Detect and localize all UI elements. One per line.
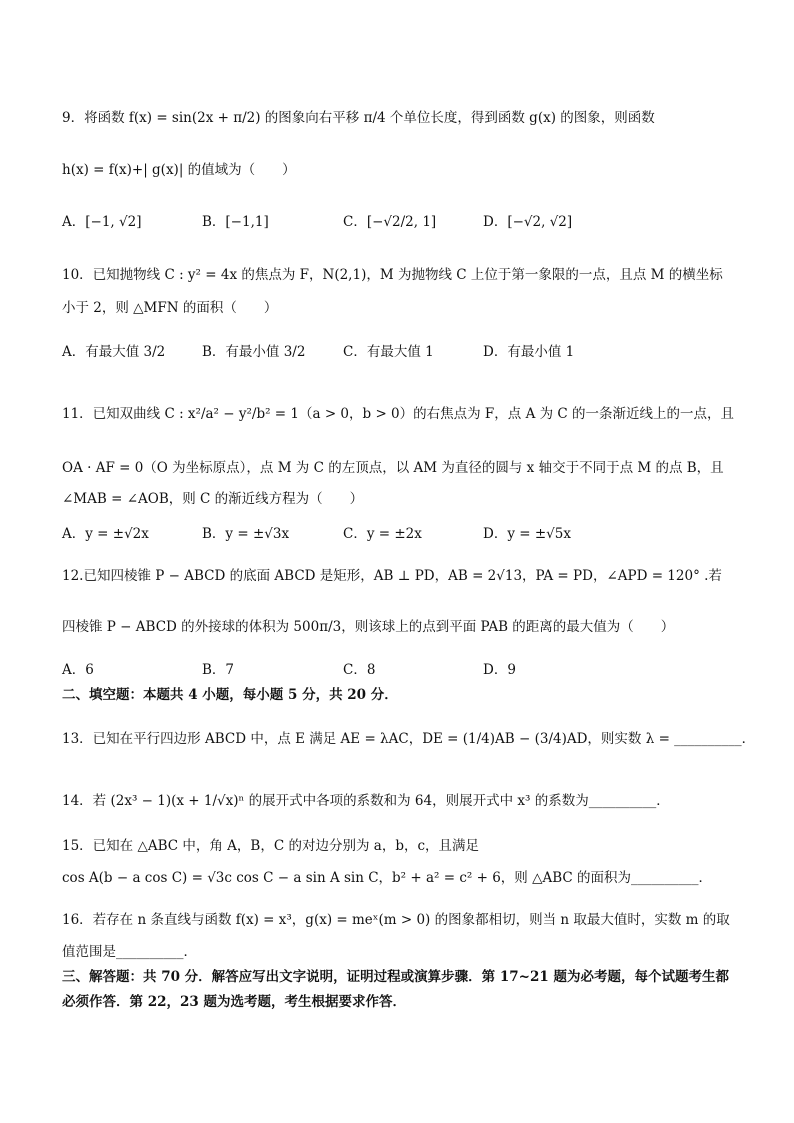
q14-line: 14．若 (2x³ − 1)(x + 1/√x)ⁿ 的展开式中各项的系数和为 64，则展开式中 x³ 的系数为__________．: [62, 793, 670, 809]
q11-line2: OA · AF = 0（O 为坐标原点），点 M 为 C 的左顶点，以 AM 为直径的圆与 x 轴交于不同于点 M 的点 B，且: [62, 460, 724, 476]
q12-line2: 四棱锥 P − ABCD 的外接球的体积为 500π/3，则该球上的点到平面 PAB 的距离的最大值为（ ）: [62, 619, 675, 635]
q15-line1: 15．已知在 △ABC 中，角 A，B，C 的对边分别为 a，b，c，且满足: [62, 838, 480, 854]
section-answer-heading-line2: 必须作答．第 22，23 题为选考题，考生根据要求作答．: [62, 994, 406, 1010]
q10-option-c: C．有最大值 1: [343, 344, 434, 360]
q9-option-a: A．[−1, √2]: [62, 214, 142, 230]
q11-line3: ∠MAB = ∠AOB，则 C 的渐近线方程为（ ）: [62, 491, 364, 507]
q9-line1: 9．将函数 f(x) = sin(2x + π/2) 的图象向右平移 π/4 个单位长度，得到函数 g(x) 的图象，则函数: [62, 110, 655, 126]
q9-option-c: C．[−√2/2, 1]: [343, 214, 437, 230]
q13-line: 13．已知在平行四边形 ABCD 中，点 E 满足 AE = λAC，DE = (1/4)AB − (3/4)AD，则实数 λ = __________．: [62, 731, 756, 747]
q15-line2: cos A(b − a cos C) = √3c cos C − a sin A sin C，b² + a² = c² + 6，则 △ABC 的面积为__________．: [62, 870, 713, 886]
q11-option-a: A．y = ±√2x: [62, 526, 149, 542]
q10-option-a: A．有最大值 3/2: [62, 344, 166, 360]
q11-option-b: B．y = ±√3x: [202, 526, 290, 542]
section-answer-heading-line1: 三、解答题：共 70 分．解答应写出文字说明，证明过程或演算步骤．第 17~21 题为必考题，每个试题考生都: [62, 969, 729, 985]
q10-line2: 小于 2，则 △MFN 的面积（ ）: [62, 300, 278, 316]
q11-line1: 11．已知双曲线 C : x²/a² − y²/b² = 1（a > 0，b > 0）的右焦点为 F，点 A 为 C 的一条渐近线上的一点，且: [62, 406, 735, 422]
q12-option-a: A．6: [62, 662, 94, 678]
q10-option-d: D．有最小值 1: [483, 344, 575, 360]
section-fill-in-heading: 二、填空题：本题共 4 小题，每小题 5 分，共 20 分．: [62, 687, 398, 703]
q12-option-c: C．8: [343, 662, 376, 678]
q9-option-d: D．[−√2, √2]: [483, 214, 573, 230]
q9-line2: h(x) = f(x)+| g(x)| 的值域为（ ）: [62, 162, 296, 178]
q12-line1: 12.已知四棱锥 P − ABCD 的底面 ABCD 是矩形，AB ⊥ PD，AB = 2√13，PA = PD，∠APD = 120° .若: [62, 568, 722, 584]
q11-option-c: C．y = ±2x: [343, 526, 422, 542]
q12-option-b: B．7: [202, 662, 235, 678]
q16-line1: 16．若存在 n 条直线与函数 f(x) = x³，g(x) = meˣ(m > 0) 的图象都相切，则当 n 取最大值时，实数 m 的取: [62, 912, 730, 928]
q11-option-d: D．y = ±√5x: [483, 526, 571, 542]
q12-option-d: D．9: [483, 662, 516, 678]
q10-line1: 10．已知抛物线 C : y² = 4x 的焦点为 F，N(2,1)，M 为抛物线 C 上位于第一象限的一点，且点 M 的横坐标: [62, 267, 723, 283]
q16-line2: 值范围是__________．: [62, 944, 197, 960]
q10-option-b: B．有最小值 3/2: [202, 344, 306, 360]
q9-option-b: B．[−1,1]: [202, 214, 269, 230]
